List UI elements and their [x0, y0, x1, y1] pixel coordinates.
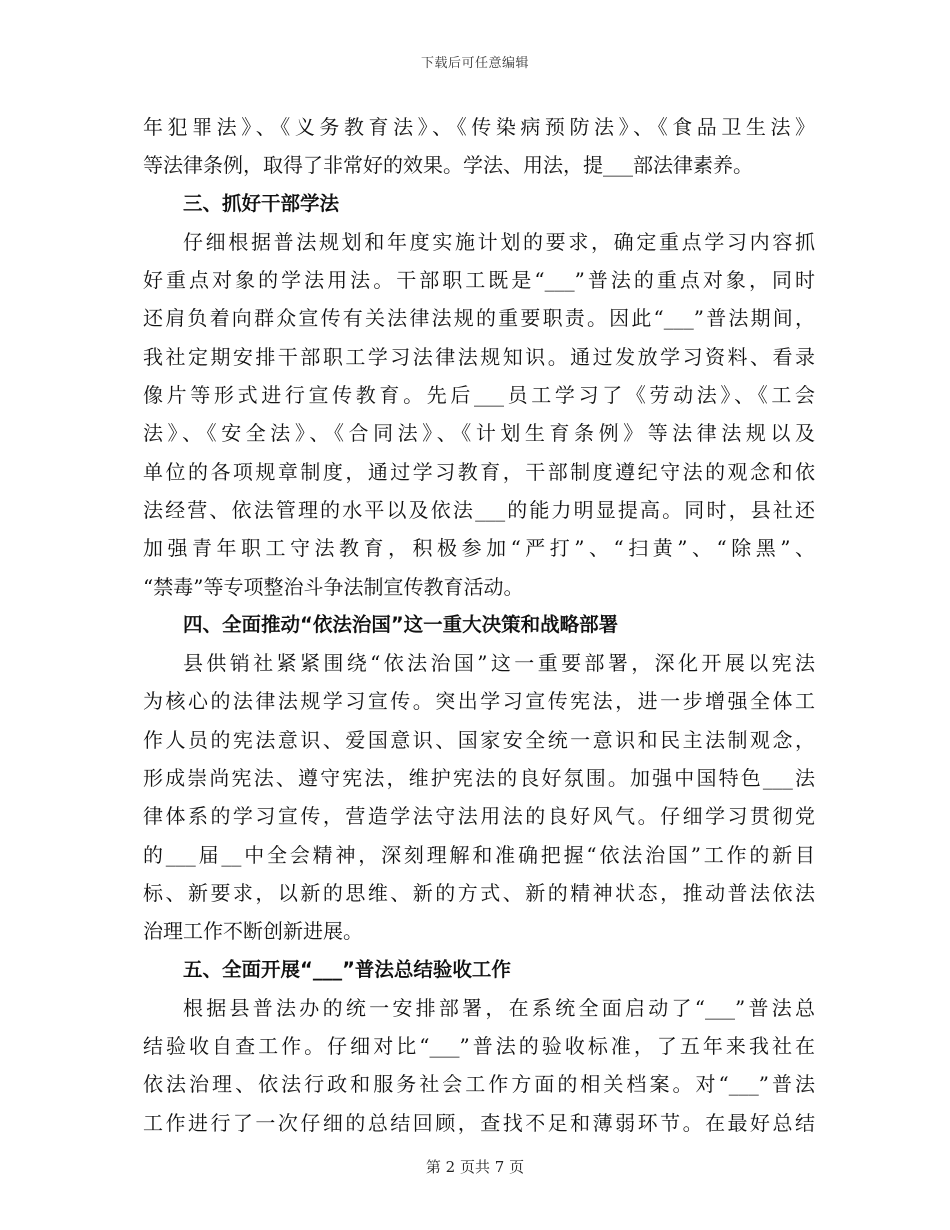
paragraph-line: 我社定期安排干部职工学习法律法规知识。通过发放学习资料、看录	[143, 344, 815, 369]
paragraph-line: 律体系的学习宣传，营造学法守法用法的良好风气。仔细学习贯彻党	[143, 804, 815, 829]
paragraph-line: 县供销社紧紧围绕“依法治国”这一重要部署，深化开展以宪法	[183, 651, 815, 676]
paragraph-line: 法》、《安全法》、《合同法》、《计划生育条例》等法律法规以及	[143, 421, 815, 446]
paragraph-line: 结验收自查工作。仔细对比“___”普法的验收标准，了五年来我社在	[143, 1034, 815, 1059]
paragraph-line: 好重点对象的学法用法。干部职工既是“___”普法的重点对象，同时	[143, 268, 815, 293]
page-header: 下载后可任意编辑	[420, 56, 529, 71]
paragraph-line: 法经营、依法管理的水平以及依法___的能力明显提高。同时，县社还	[143, 497, 815, 522]
paragraph-line: 为核心的法律法规学习宣传。突出学习宣传宪法，进一步增强全体工	[143, 689, 815, 714]
section-heading: 五、全面开展“___”普法总结验收工作	[183, 957, 511, 981]
paragraph-line: 根据县普法办的统一安排部署，在系统全面启动了“___”普法总	[183, 995, 815, 1020]
paragraph-line: 还肩负着向群众宣传有关法律法规的重要职责。因此“___”普法期间，	[143, 306, 815, 331]
paragraph-line: 的___届__中全会精神，深刻理解和准确把握“依法治国”工作的新目	[143, 842, 815, 867]
paragraph-line: 形成崇尚宪法、遵守宪法，维护宪法的良好氛围。加强中国特色___法	[143, 766, 815, 791]
paragraph-line: 工作进行了一次仔细的总结回顾，查找不足和薄弱环节。在最好总结	[143, 1110, 815, 1135]
section-heading: 三、抓好干部学法	[183, 191, 340, 215]
paragraph-line: “禁毒”等专项整治斗争法制宣传教育活动。	[143, 574, 524, 599]
section-heading: 四、全面推动“依法治国”这一重大决策和战略部署	[183, 612, 619, 636]
paragraph-line: 等法律条例，取得了非常好的效果。学法、用法，提___部法律素养。	[143, 153, 753, 178]
paragraph-line: 标、新要求，以新的思维、新的方式、新的精神状态，推动普法依法	[143, 880, 815, 905]
paragraph-line: 像片等形式进行宣传教育。先后___员工学习了《劳动法》、《工会	[143, 383, 815, 408]
paragraph-line: 依法治理、依法行政和服务社会工作方面的相关档案。对“___”普法	[143, 1072, 815, 1097]
paragraph-line: 作人员的宪法意识、爱国意识、国家安全统一意识和民主法制观念，	[143, 727, 815, 752]
paragraph-line: 年犯罪法》、《义务教育法》、《传染病预防法》、《食品卫生法》	[143, 115, 815, 139]
page-number: 第 2 页共 7 页	[425, 1158, 525, 1176]
paragraph-line: 仔细根据普法规划和年度实施计划的要求，确定重点学习内容抓	[183, 229, 815, 254]
paragraph-line: 单位的各项规章制度，通过学习教育，干部制度遵纪守法的观念和依	[143, 459, 815, 484]
document-body	[143, 108, 815, 1142]
paragraph-line: 加强青年职工守法教育，积极参加“严打”、“扫黄”、“除黑”、	[143, 536, 815, 561]
paragraph-line: 治理工作不断创新进展。	[143, 919, 363, 944]
